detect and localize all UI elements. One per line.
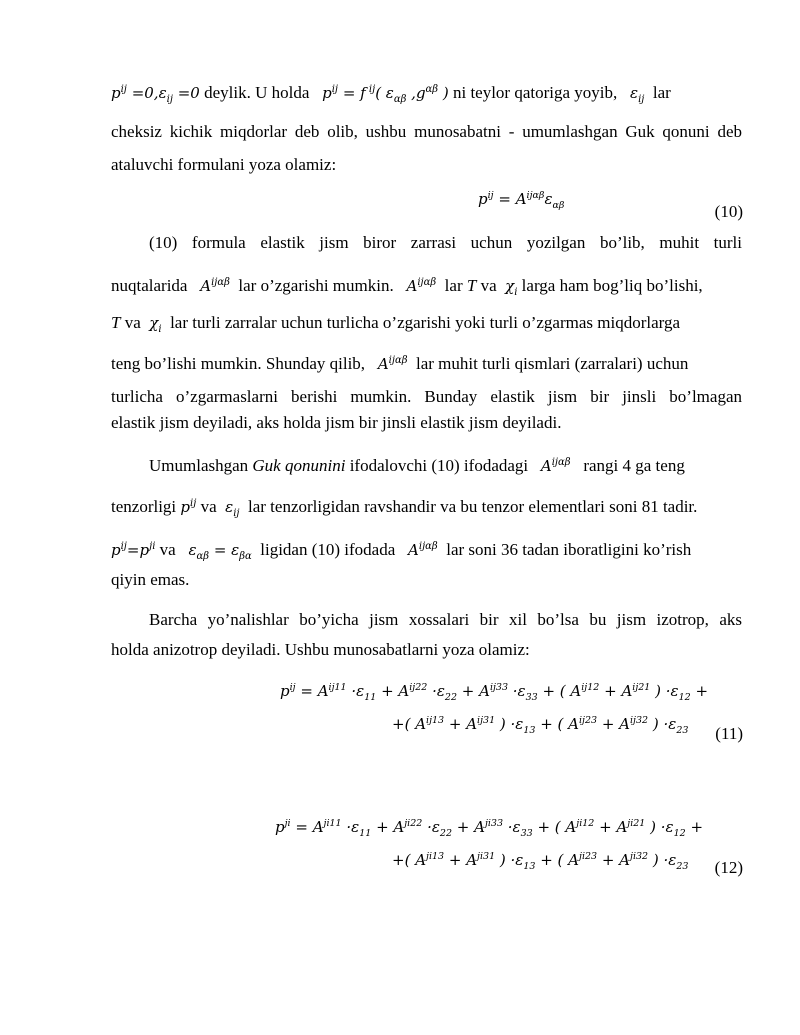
equation-number: (10) xyxy=(714,202,743,221)
paragraph-2-line-3: T va $\chi_i$ lar turli zarralar uchun turlicha o’zgarishi yoki turli o’zgarmas miqdorlarga xyxy=(111,313,681,335)
math-inline: $p^{ij} = f$ $^{ij}$( $\varepsilon_{\alpha\beta}$ $,g^{\alpha\beta}$ ) xyxy=(322,84,449,105)
paragraph-4-line-2: holda anizotrop deyiladi. Ushbu munosabatlarni yoza olamiz: xyxy=(111,640,530,659)
paragraph-4-line-1: Barcha yo’nalishlar bo’yicha jism xossalari bir xil bo’lsa bu jism izotrop, aks xyxy=(149,610,742,629)
paragraph-3-line-1: Umumlashgan Guk qonunini ifodalovchi (10) ifodadagi $A^{ij\alpha\beta}$ rangi 4 ga teng xyxy=(149,456,685,475)
paragraph-3-line-3: $p^{ij}=p^{ji}$ va $\varepsilon_{\alpha\beta} = \varepsilon_{\beta\alpha}$ ligidan (10) ifodada $A^{ij\alpha\beta}$ lar soni 36 tadan iboratligini ko’rish xyxy=(111,540,692,562)
paragraph-1-line-3: ataluvchi formulani yoza olamiz: xyxy=(111,155,337,174)
paragraph-2-line-1: (10) formula elastik jism biror zarrasi uchun yozilgan bo’lib, muhit turli xyxy=(149,233,742,252)
math-inline: $p^{ij} =0,\varepsilon_{ij} =0$ xyxy=(111,84,200,105)
paragraph-2-line-4: teng bo’lishi mumkin. Shunday qilib, $A^{ij\alpha\beta}$ lar muhit turli qismlari (zarralari) uchun xyxy=(111,354,689,373)
equation-11-line-2: +( $A^{ij13} + A^{ij31}$ ) $\cdot\varepsilon_{13}$ + ( $A^{ij23} + A^{ij32}$ ) $\cdot\varepsilon_{23}$ xyxy=(392,715,689,736)
equation-12-line-2: +( $A^{ji13} + A^{ji31}$ ) $\cdot\varepsilon_{13}$ + ( $A^{ji23} + A^{ji32}$ ) $\cdot\varepsilon_{23}$ xyxy=(392,851,689,872)
equation-10: $p^{ij} = A^{ij\alpha\beta}\varepsilon_{\alpha\beta}$ xyxy=(478,190,565,211)
paragraph-1-line-2: cheksiz kichik miqdorlar deb olib, ushbu munosabatni - umumlashgan Guk qonuni deb xyxy=(111,122,742,141)
text: ni teylor qatoriga yoyib, xyxy=(452,83,618,102)
equation-11-line-1: $p^{ij} = A^{ij11} \cdot\varepsilon_{11} + A^{ij22} \cdot\varepsilon_{22} + A^{ij33} \cdot\varepsilon_{33}$ + ( $A^{ij12} + A^{ij21}$ ) $\cdot\varepsilon_{12}$ + xyxy=(280,682,709,703)
equation-12-line-1: $p^{ji} = A^{ji11} \cdot\varepsilon_{11} + A^{ji22} \cdot\varepsilon_{22} + A^{ji33} \cdot\varepsilon_{33}$ + ( $A^{ji12} + A^{ji21}$ ) $\cdot\varepsilon_{12}$ + xyxy=(275,818,704,839)
paragraph-3-line-4: qiyin emas. xyxy=(111,570,190,589)
paragraph-2-line-6: elastik jism deyiladi, aks holda jism bir jinsli elastik jism deyiladi. xyxy=(111,413,562,432)
text: deylik. U holda xyxy=(204,83,310,102)
math-inline: $\varepsilon_{ij}$ xyxy=(630,84,645,105)
paragraph-3-line-2: tenzorligi $p^{ij}$ va $\varepsilon_{ij}$ lar tenzorligidan ravshandir va bu tenzor elementlari soni 81 tadir. xyxy=(111,497,698,519)
paragraph-2-line-5: turlicha o’zgarmaslarni berishi mumkin. Bunday elastik jism bir jinsli bo’lmagan xyxy=(111,387,742,406)
text: lar xyxy=(652,83,671,102)
paragraph-1-line-1 xyxy=(111,80,742,110)
equation-number: (12) xyxy=(714,858,743,877)
equation-number: (11) xyxy=(715,724,743,743)
paragraph-2-line-2: nuqtalarida $A^{ij\alpha\beta}$ lar o’zgarishi mumkin. $A^{ij\alpha\beta}$ lar T va $\chi_i$ larga ham bog’liq bo’lishi, xyxy=(111,276,703,298)
